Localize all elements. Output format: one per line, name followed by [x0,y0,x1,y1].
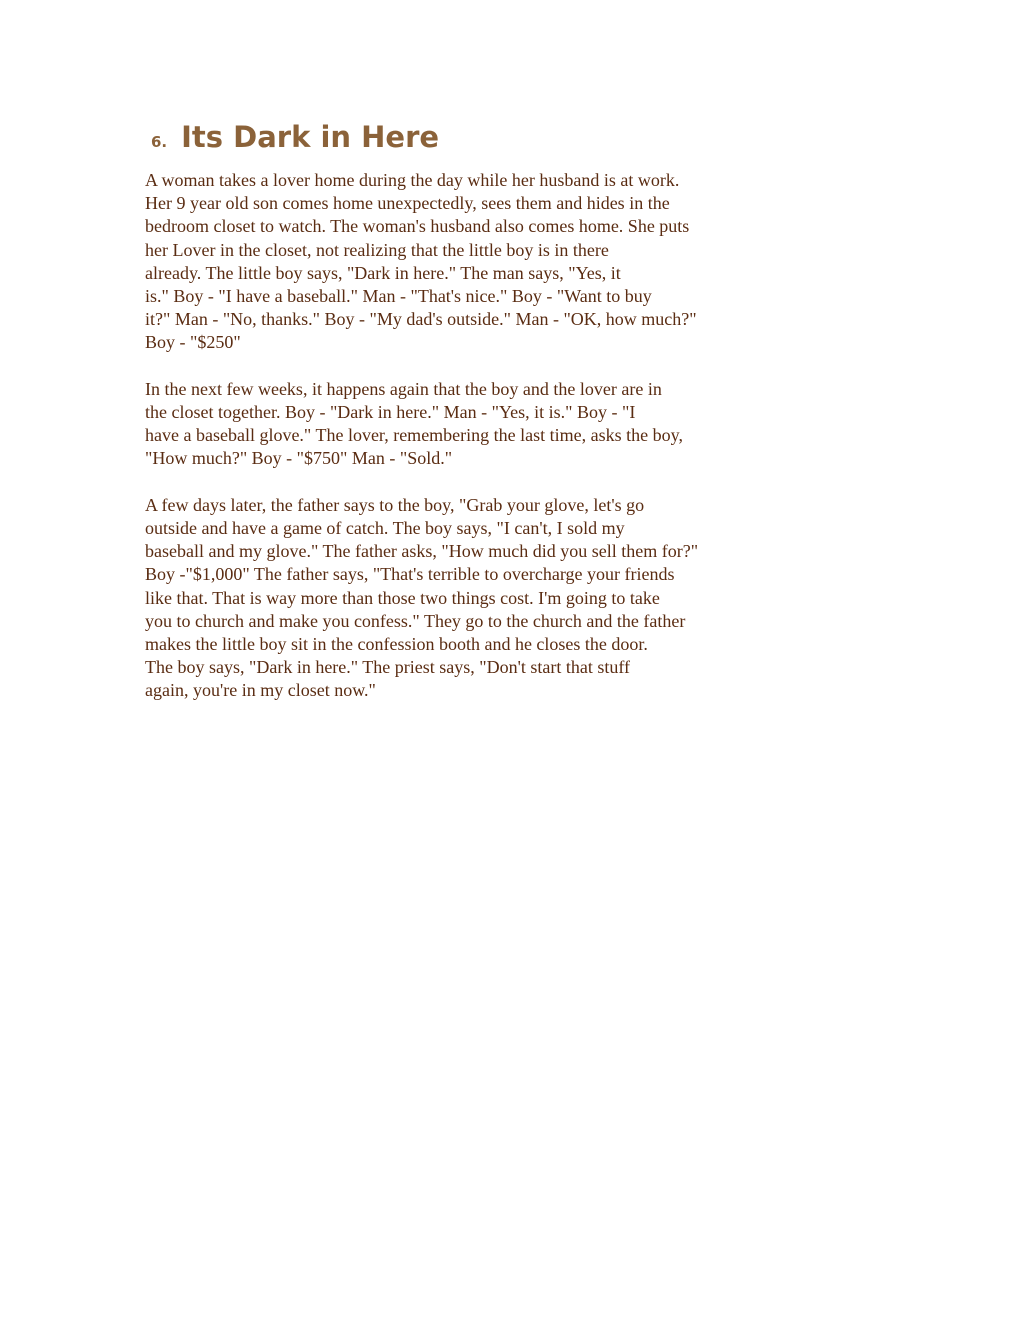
paragraph-line: Boy -"$1,000" The father says, "That's terrible to overcharge your friends [145,564,675,585]
paragraph-line: her Lover in the closet, not realizing that the little boy is in there [145,239,609,260]
paragraph-line: bedroom closet to watch. The woman's husband also comes home. She puts [145,216,690,237]
paragraph-line: again, you're in my closet now." [145,680,376,701]
paragraph-3 [145,494,785,703]
paragraph-line: you to church and make you confess." They go to the church and the father [145,610,686,631]
paragraph-2 [145,378,785,471]
paragraph-line: outside and have a game of catch. The boy says, "I can't, I sold my [145,518,625,539]
paragraph-line: A woman takes a lover home during the day while her husband is at work. [145,170,680,190]
paragraph-line: it?" Man - "No, thanks." Boy - "My dad's outside." Man - "OK, how much?" [145,309,697,330]
paragraph-line: is." Boy - "I have a baseball." Man - "That's nice." Boy - "Want to buy [145,286,652,307]
paragraph-line: baseball and my glove." The father asks, "How much did you sell them for?" [145,541,699,562]
paragraph-line: Her 9 year old son comes home unexpectedly, sees them and hides in the [145,193,670,214]
paragraph-line: already. The little boy says, "Dark in here." The man says, "Yes, it [145,262,621,283]
paragraph-line: the closet together. Boy - "Dark in here." Man - "Yes, it is." Boy - "I [145,402,636,423]
heading-number: 6. [151,133,168,151]
paragraph-line: have a baseball glove." The lover, remembering the last time, asks the boy, [145,425,683,446]
paragraph-line: A few days later, the father says to the boy, "Grab your glove, let's go [145,494,645,515]
paragraph-line: Boy - "$250" [145,332,241,353]
paragraph-line: In the next few weeks, it happens again that the boy and the lover are in [145,378,662,399]
story-body [145,169,785,726]
paragraph-line: makes the little boy sit in the confession booth and he closes the door. [145,634,648,655]
paragraph-line: "How much?" Boy - "$750" Man - "Sold." [145,448,453,469]
heading-title: Its Dark in Here [181,120,440,154]
paragraph-line: like that. That is way more than those two things cost. I'm going to take [145,587,660,608]
section-heading [151,120,439,154]
paragraph-1 [145,169,785,355]
paragraph-line: The boy says, "Dark in here." The priest says, "Don't start that stuff [145,657,631,678]
